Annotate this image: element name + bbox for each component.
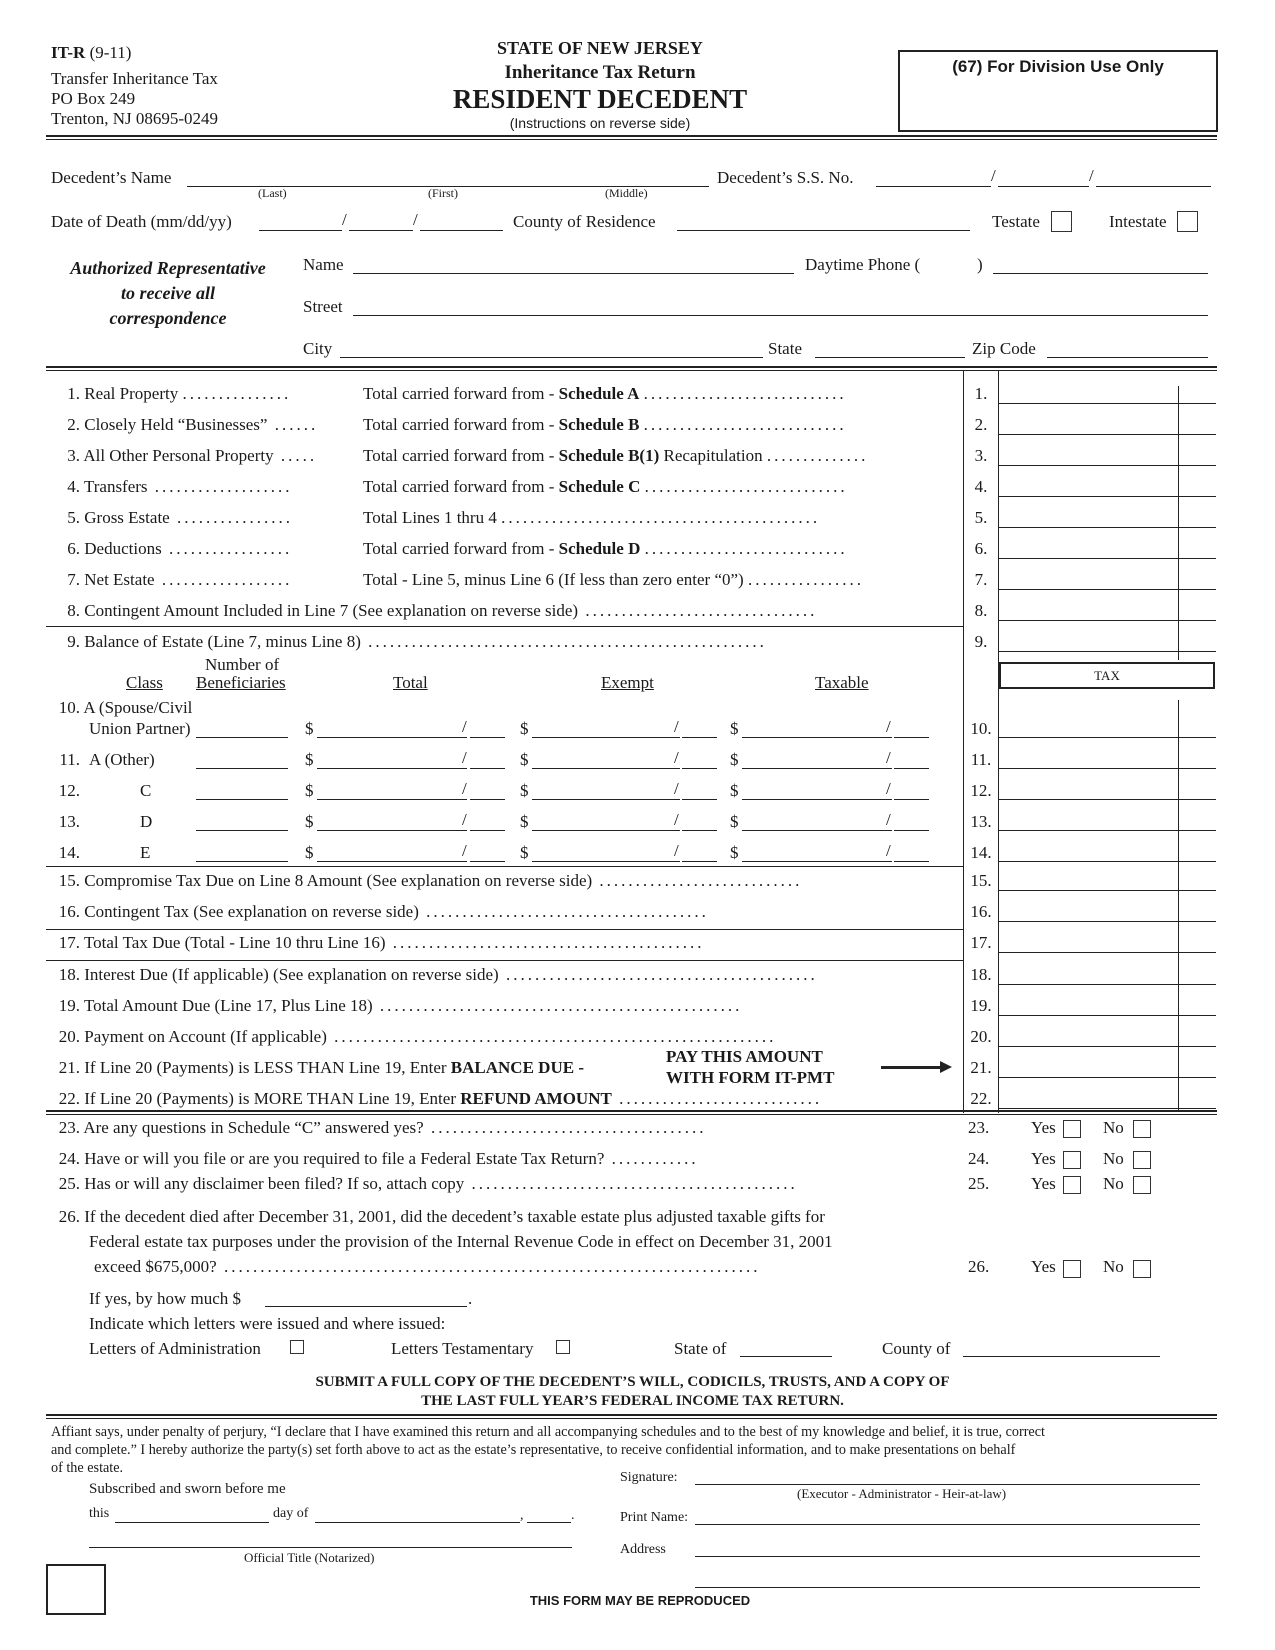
dollar-sign: $ xyxy=(520,719,529,738)
dollar-sign: $ xyxy=(520,750,529,769)
exempt-field[interactable] xyxy=(532,768,680,769)
no-label: No xyxy=(1103,1257,1124,1276)
line-number: 21. xyxy=(970,1058,992,1077)
footer-note: THIS FORM MAY BE REPRODUCED xyxy=(529,1593,751,1608)
dollar-sign: $ xyxy=(305,812,314,831)
intestate-label: Intestate xyxy=(1109,212,1167,231)
slash: / xyxy=(674,717,679,736)
slash: / xyxy=(674,779,679,798)
cents-divider xyxy=(1178,700,1179,1111)
total-field[interactable] xyxy=(317,799,467,800)
line-item: 5. Gross Estate ................ xyxy=(67,508,293,527)
agency-line: Trenton, NJ 08695-0249 xyxy=(51,109,219,128)
agency-line: Transfer Inheritance Tax xyxy=(51,69,218,88)
line-number: 19. xyxy=(970,996,992,1015)
no-checkbox[interactable] xyxy=(1133,1120,1151,1138)
line-item: 2. Closely Held “Businesses” ...... xyxy=(67,415,319,434)
cents-field[interactable] xyxy=(682,799,717,800)
yes-checkbox[interactable] xyxy=(1063,1151,1081,1169)
total-field[interactable] xyxy=(317,830,467,831)
division-use-box xyxy=(898,50,1218,132)
section-divider xyxy=(46,1414,1217,1416)
slash: / xyxy=(462,779,467,798)
cents-field[interactable] xyxy=(894,861,929,862)
dollar-sign: $ xyxy=(730,719,739,738)
line-number: 25. xyxy=(968,1174,990,1193)
how-much-label: If yes, by how much $ xyxy=(89,1289,242,1308)
q26-yes-checkbox[interactable] xyxy=(1063,1260,1081,1278)
line-item: 8. Contingent Amount Included in Line 7 (See explanation on reverse side) ................................ xyxy=(67,601,818,620)
arrow-head-icon xyxy=(940,1061,952,1073)
intestate-checkbox[interactable] xyxy=(1177,211,1198,232)
tax-line: 19. Total Amount Due (Line 17, Plus Line 18) .................................................. xyxy=(58,996,743,1015)
year-field[interactable] xyxy=(527,1522,571,1523)
tax-amount-field[interactable] xyxy=(998,737,1216,738)
cents-field[interactable] xyxy=(470,737,505,738)
no-label: No xyxy=(1103,1118,1124,1137)
testate-label: Testate xyxy=(992,212,1040,231)
taxable-field[interactable] xyxy=(742,737,892,738)
section-divider xyxy=(46,866,964,867)
amount-field[interactable] xyxy=(998,651,1216,652)
city-field[interactable] xyxy=(340,357,763,358)
line-number: 5. xyxy=(974,508,988,527)
section-divider xyxy=(46,1418,1217,1419)
total-header: Total xyxy=(393,673,428,692)
line-item: 3. All Other Personal Property ..... xyxy=(67,446,318,465)
letters-admin-checkbox[interactable] xyxy=(290,1340,304,1354)
tax-line: 15. Compromise Tax Due on Line 8 Amount (See explanation on reverse side) ............................ xyxy=(58,871,803,890)
amount-field[interactable] xyxy=(998,984,1216,985)
line-item: 9. Balance of Estate (Line 7, minus Line 8) ....................................................... xyxy=(67,632,767,651)
slash: / xyxy=(886,717,891,736)
line-number: 13. xyxy=(970,812,992,831)
q26-no-checkbox[interactable] xyxy=(1133,1260,1151,1278)
rep-name-field[interactable] xyxy=(353,273,794,274)
name-sub-middle: (Middle) xyxy=(605,186,648,200)
beneficiary-count-field[interactable] xyxy=(196,737,288,738)
address-label: Address xyxy=(620,1542,666,1557)
instructions-note: (Instructions on reverse side) xyxy=(509,115,691,131)
no-checkbox[interactable] xyxy=(1133,1151,1151,1169)
class-label: 12. xyxy=(58,781,80,800)
zip-label: Zip Code xyxy=(972,339,1036,358)
line-number: 7. xyxy=(974,570,988,589)
cents-field[interactable] xyxy=(470,861,505,862)
division-use-label: (67) For Division Use Only xyxy=(952,57,1164,76)
zip-field[interactable] xyxy=(1047,357,1208,358)
executor-label: (Executor - Administrator - Heir-at-law) xyxy=(797,1486,1007,1501)
line-number: 14. xyxy=(970,843,992,862)
affidavit-text: Affiant says, under penalty of perjury, “I declare that I have examined this return and all accompanying schedules and to the best of my knowledge and belief, it is true, correct xyxy=(51,1424,1045,1440)
line-number: 2. xyxy=(974,415,988,434)
taxable-field[interactable] xyxy=(742,768,892,769)
cents-field[interactable] xyxy=(894,768,929,769)
line-label: Total Amount Due (Line 17, Plus Line 18) xyxy=(83,996,373,1015)
county-of-label: County of xyxy=(882,1339,951,1358)
cents-field[interactable] xyxy=(470,799,505,800)
tax-amount-field[interactable] xyxy=(998,861,1216,862)
street-field[interactable] xyxy=(353,315,1208,316)
slash: / xyxy=(674,841,679,860)
line-item: 6. Deductions ................. xyxy=(67,539,293,558)
pay-note: WITH FORM IT-PMT xyxy=(666,1068,835,1087)
line-label: Contingent Amount Included in Line 7 (See explanation on reverse side) xyxy=(84,601,579,620)
city-label: City xyxy=(303,339,333,358)
submit-notice: SUBMIT A FULL COPY OF THE DECEDENT’S WILL, CODICILS, TRUSTS, AND A COPY OF xyxy=(315,1374,950,1390)
q26-text: Federal estate tax purposes under the provision of the Internal Revenue Code in effect on December 31, 2001 xyxy=(89,1232,833,1251)
cents-field[interactable] xyxy=(894,830,929,831)
form-subtitle: RESIDENT DECEDENT xyxy=(452,84,748,114)
column-divider xyxy=(998,371,999,1113)
slash: / xyxy=(674,748,679,767)
line-item: 4. Transfers ................... xyxy=(67,477,293,496)
tax-amount-field[interactable] xyxy=(998,768,1216,769)
amount-field[interactable] xyxy=(998,921,1216,922)
header-divider xyxy=(46,139,1217,140)
beneficiary-count-field[interactable] xyxy=(196,768,288,769)
cents-field[interactable] xyxy=(682,768,717,769)
taxable-field[interactable] xyxy=(742,830,892,831)
address-field-1[interactable] xyxy=(695,1556,1200,1557)
line-item: 1. Real Property ............... xyxy=(67,384,292,403)
slash: / xyxy=(462,717,467,736)
question-text: Has or will any disclaimer been filed? If so, attach copy xyxy=(84,1174,465,1193)
exempt-field[interactable] xyxy=(532,830,680,831)
line-label: All Other Personal Property xyxy=(83,446,274,465)
class-label: A (Spouse/Civil xyxy=(83,698,193,717)
line-number: 8. xyxy=(974,601,988,620)
beneficiary-count-field[interactable] xyxy=(196,830,288,831)
decedent-name-label: Decedent’s Name xyxy=(51,168,172,187)
line-number: 9. xyxy=(974,632,988,651)
tax-line: 17. Total Tax Due (Total - Line 10 thru Line 16) ........................................... xyxy=(58,933,705,952)
line-label: Payment on Account (If applicable) xyxy=(84,1027,327,1046)
amount-field[interactable] xyxy=(998,952,1216,953)
line-number: 4. xyxy=(974,477,988,496)
cents-field[interactable] xyxy=(682,861,717,862)
subscribed-label: Subscribed and sworn before me xyxy=(89,1481,286,1497)
letters-intro: Indicate which letters were issued and where issued: xyxy=(89,1314,446,1333)
amount-field[interactable] xyxy=(998,1015,1216,1016)
line-21: 21. If Line 20 (Payments) is LESS THAN Line 19, Enter BALANCE DUE - xyxy=(58,1058,584,1077)
form-id: IT-R xyxy=(51,43,86,62)
line-number: 22. xyxy=(970,1089,992,1108)
letters-testamentary-label: Letters Testamentary xyxy=(391,1339,534,1358)
amount-field[interactable] xyxy=(998,434,1216,435)
state-of-field[interactable] xyxy=(740,1356,832,1357)
total-field[interactable] xyxy=(317,737,467,738)
slash: / xyxy=(462,810,467,829)
slash: / xyxy=(886,841,891,860)
month-field[interactable] xyxy=(315,1522,520,1523)
line-label: Real Property xyxy=(84,384,179,403)
county-label: County of Residence xyxy=(513,212,656,231)
dollar-sign: $ xyxy=(305,750,314,769)
agency-line: PO Box 249 xyxy=(51,89,136,108)
pay-note: PAY THIS AMOUNT xyxy=(666,1047,823,1066)
line-label: Total Tax Due (Total - Line 10 thru Line 16) xyxy=(83,933,386,952)
taxable-header: Taxable xyxy=(815,673,869,692)
ssn-label: Decedent’s S.S. No. xyxy=(717,168,854,187)
tax-column-header xyxy=(999,662,1215,689)
q26-text: If the decedent died after December 31, 2001, did the decedent’s taxable estate plus adjusted taxable gifts for xyxy=(84,1207,825,1226)
print-name-label: Print Name: xyxy=(620,1510,689,1525)
q26-text: exceed $675,000? xyxy=(94,1257,217,1276)
yes-label: Yes xyxy=(1031,1118,1056,1137)
section-divider xyxy=(46,1114,1217,1115)
signature-label: Signature: xyxy=(620,1470,678,1485)
letters-admin-label: Letters of Administration xyxy=(89,1339,261,1358)
representative-heading: correspondence xyxy=(109,308,227,328)
slash: / xyxy=(886,779,891,798)
line-number: 18. xyxy=(970,965,992,984)
form-revision: (9-11) xyxy=(89,43,132,62)
phone-close-paren: ) xyxy=(977,255,983,274)
amount-field[interactable] xyxy=(998,620,1216,621)
amount-field[interactable] xyxy=(998,1046,1216,1047)
line-label: Transfers xyxy=(83,477,148,496)
line-number: 24. xyxy=(968,1149,990,1168)
slash: / xyxy=(674,810,679,829)
line-number: 3. xyxy=(974,446,988,465)
dollar-sign: $ xyxy=(730,843,739,862)
amount-field[interactable] xyxy=(998,527,1216,528)
name-sub-last: (Last) xyxy=(258,186,287,200)
number-of-header: Number of xyxy=(205,655,280,674)
question: 24. Have or will you file or are you required to file a Federal Estate Tax Return? ............ xyxy=(58,1149,699,1168)
line-number: 11. xyxy=(970,750,992,769)
section-divider xyxy=(46,929,964,930)
line-number: 15. xyxy=(970,871,992,890)
name-sub-first: (First) xyxy=(428,186,458,200)
line-number: 20. xyxy=(970,1027,992,1046)
yes-checkbox[interactable] xyxy=(1063,1120,1081,1138)
state-name: STATE OF NEW JERSEY xyxy=(497,38,703,58)
cents-field[interactable] xyxy=(894,737,929,738)
tax-amount-field[interactable] xyxy=(998,799,1216,800)
section-divider xyxy=(46,370,1217,371)
this-label: this xyxy=(89,1506,110,1521)
cents-field[interactable] xyxy=(470,768,505,769)
line-number: 16. xyxy=(970,902,992,921)
taxable-field[interactable] xyxy=(742,861,892,862)
section-divider xyxy=(46,366,1217,368)
ssn-field-2[interactable] xyxy=(998,186,1089,187)
tax-line: 20. Payment on Account (If applicable) ............................................................. xyxy=(58,1027,777,1046)
rep-name-label: Name xyxy=(303,255,344,274)
cents-field[interactable] xyxy=(682,830,717,831)
slash: / xyxy=(886,810,891,829)
dollar-sign: $ xyxy=(520,812,529,831)
yes-label: Yes xyxy=(1031,1174,1056,1193)
question-text: Have or will you file or are you required to file a Federal Estate Tax Return? xyxy=(84,1149,605,1168)
line-label: Deductions xyxy=(84,539,162,558)
day-field[interactable] xyxy=(115,1522,269,1523)
day-of-label: day of xyxy=(273,1506,309,1521)
line-number: 17. xyxy=(970,933,992,952)
dollar-sign: $ xyxy=(520,781,529,800)
exempt-field[interactable] xyxy=(532,799,680,800)
exempt-header: Exempt xyxy=(601,673,654,692)
tax-amount-field[interactable] xyxy=(998,830,1216,831)
official-title-field[interactable] xyxy=(89,1547,572,1548)
dod-month-field[interactable] xyxy=(259,230,342,231)
line-label: Interest Due (If applicable) (See explanation on reverse side) xyxy=(84,965,499,984)
yes-label: Yes xyxy=(1031,1257,1056,1276)
line-number: 23. xyxy=(968,1118,990,1137)
cents-divider xyxy=(1178,386,1179,660)
question: 25. Has or will any disclaimer been filed? If so, attach copy ............................................. xyxy=(58,1174,798,1193)
line-item: 7. Net Estate .................. xyxy=(67,570,293,589)
state-field[interactable] xyxy=(815,357,965,358)
amount-field[interactable] xyxy=(998,1077,1216,1078)
dollar-sign: $ xyxy=(520,843,529,862)
slash: / xyxy=(886,748,891,767)
ssn-field-3[interactable] xyxy=(1096,186,1211,187)
county-of-field[interactable] xyxy=(963,1356,1160,1357)
tax-line: 18. Interest Due (If applicable) (See explanation on reverse side) ........................................... xyxy=(58,965,818,984)
line-number: 1. xyxy=(974,384,988,403)
amount-field[interactable] xyxy=(998,496,1216,497)
no-label: No xyxy=(1103,1149,1124,1168)
yes-checkbox[interactable] xyxy=(1063,1176,1081,1194)
yes-label: Yes xyxy=(1031,1149,1056,1168)
cents-field[interactable] xyxy=(682,737,717,738)
dollar-sign: $ xyxy=(730,812,739,831)
class-label: 14. xyxy=(58,843,80,862)
dollar-sign: $ xyxy=(305,719,314,738)
date-of-death-label: Date of Death (mm/dd/yy) xyxy=(51,212,232,231)
line-number: 6. xyxy=(974,539,988,558)
line-22: 22. If Line 20 (Payments) is MORE THAN Line 19, Enter REFUND AMOUNT ............................ xyxy=(58,1089,823,1108)
total-field[interactable] xyxy=(317,768,467,769)
line-label: Net Estate xyxy=(84,570,155,589)
representative-heading: to receive all xyxy=(121,283,215,303)
county-field[interactable] xyxy=(677,230,970,231)
address-field-2[interactable] xyxy=(695,1587,1200,1588)
tax-header-label: TAX xyxy=(1094,668,1120,683)
phone-field[interactable] xyxy=(993,273,1208,274)
line-number: 10. xyxy=(970,719,992,738)
slash: / xyxy=(462,841,467,860)
arrow-icon xyxy=(881,1066,941,1069)
dollar-sign: $ xyxy=(730,781,739,800)
no-label: No xyxy=(1103,1174,1124,1193)
how-much-field[interactable] xyxy=(265,1306,467,1307)
class-label: 11. xyxy=(59,750,80,769)
line-label: Contingent Tax (See explanation on reverse side) xyxy=(84,902,419,921)
affidavit-text: and complete.” I hereby authorize the party(s) set forth above to act as the estate’s representative, to receive confidential information, and to make presentations on behalf xyxy=(51,1442,1016,1458)
amount-field[interactable] xyxy=(998,465,1216,466)
question: 23. Are any questions in Schedule “C” answered yes? ...................................... xyxy=(58,1118,707,1137)
class-label: D xyxy=(140,812,153,831)
total-field[interactable] xyxy=(317,861,467,862)
beneficiaries-header: Beneficiaries xyxy=(196,673,286,692)
exempt-field[interactable] xyxy=(532,737,680,738)
dod-year-field[interactable] xyxy=(420,230,503,231)
dod-day-field[interactable] xyxy=(349,230,413,231)
line-label: Closely Held “Businesses” xyxy=(84,415,268,434)
representative-heading: Authorized Representative xyxy=(70,258,266,278)
submit-notice: THE LAST FULL YEAR’S FEDERAL INCOME TAX RETURN. xyxy=(421,1393,844,1409)
amount-field[interactable] xyxy=(998,403,1216,404)
beneficiary-count-field[interactable] xyxy=(196,799,288,800)
letters-testamentary-checkbox[interactable] xyxy=(556,1340,570,1354)
form-title: Inheritance Tax Return xyxy=(504,62,696,83)
section-divider xyxy=(46,960,964,961)
dollar-sign: $ xyxy=(305,843,314,862)
section-divider xyxy=(46,1110,1217,1112)
cents-field[interactable] xyxy=(470,830,505,831)
question-text: Are any questions in Schedule “C” answered yes? xyxy=(83,1118,424,1137)
tax-line: 16. Contingent Tax (See explanation on reverse side) ....................................... xyxy=(58,902,709,921)
state-of-label: State of xyxy=(674,1339,727,1358)
slash: / xyxy=(462,748,467,767)
dollar-sign: $ xyxy=(305,781,314,800)
street-label: Street xyxy=(303,297,343,316)
line-number: 12. xyxy=(970,781,992,800)
signature-field[interactable] xyxy=(695,1484,1200,1485)
state-label: State xyxy=(768,339,802,358)
class-label: Union Partner) xyxy=(89,719,191,738)
line-number: 26. xyxy=(968,1257,990,1276)
line-label: Compromise Tax Due on Line 8 Amount (See explanation on reverse side) xyxy=(84,871,593,890)
dollar-sign: $ xyxy=(730,750,739,769)
class-label: 13. xyxy=(58,812,80,831)
notary-seal-box xyxy=(46,1564,106,1615)
line-label: Gross Estate xyxy=(84,508,170,527)
testate-checkbox[interactable] xyxy=(1051,211,1072,232)
class-header: Class xyxy=(126,673,163,692)
amount-field[interactable] xyxy=(998,1108,1216,1109)
phone-label: Daytime Phone ( xyxy=(805,255,921,274)
amount-field[interactable] xyxy=(998,589,1216,590)
print-name-field[interactable] xyxy=(695,1524,1200,1525)
class-label: E xyxy=(140,843,151,862)
no-checkbox[interactable] xyxy=(1133,1176,1151,1194)
official-title-label: Official Title (Notarized) xyxy=(244,1550,375,1565)
affidavit-text: of the estate. xyxy=(51,1460,124,1476)
beneficiary-count-field[interactable] xyxy=(196,861,288,862)
amount-field[interactable] xyxy=(998,890,1216,891)
header-divider xyxy=(46,135,1217,137)
section-divider xyxy=(46,626,964,627)
class-label: C xyxy=(140,781,152,800)
amount-field[interactable] xyxy=(998,558,1216,559)
line-label: Balance of Estate (Line 7, minus Line 8) xyxy=(84,632,361,651)
exempt-field[interactable] xyxy=(532,861,680,862)
ssn-field-1[interactable] xyxy=(876,186,991,187)
cents-field[interactable] xyxy=(894,799,929,800)
taxable-field[interactable] xyxy=(742,799,892,800)
class-label: A (Other) xyxy=(89,750,155,769)
